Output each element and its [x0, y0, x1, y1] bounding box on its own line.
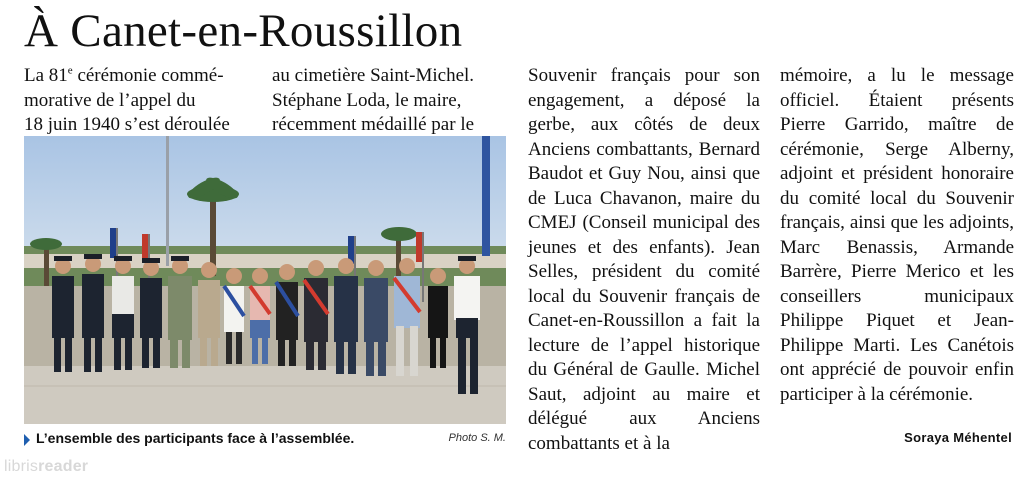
col2-line-2: Stéphane Loda, le maire, — [272, 89, 462, 111]
ceremony-photo — [24, 136, 506, 424]
watermark-part-2: reader — [38, 458, 89, 475]
col4-text: mémoire, a lu le message officiel. Étaient présents Pierre Garrido, maître de cérémonie, Serge Alberny, adjoint et président honoraire du comité local du Souvenir français, ainsi que les adjoints, Marc Benassis, Armande Barrère, Pierre Merico et les conseillers municipaux Philippe Piquet et Jean-Philippe Marti. Les Canétois ont apprécié de pouvoir enfin participer à la cérémonie. — [780, 65, 1014, 405]
caption-marker-icon — [24, 434, 30, 446]
col1-line-1-post: cérémonie commé- — [72, 65, 224, 86]
article-column-3 — [528, 64, 760, 456]
col1-line-2: morative de l’appel du — [24, 89, 196, 111]
article-column-2 — [272, 64, 506, 138]
col1-line-3: 18 juin 1940 s’est déroulée — [24, 114, 230, 135]
photo-caption — [24, 430, 506, 450]
col1-line-1 — [24, 64, 254, 89]
watermark-part-1: libris — [4, 458, 39, 475]
photo-caption-text: L’ensemble des participants face à l’assemblée. — [36, 430, 355, 446]
col2-line-3: récemment médaillé par le — [272, 114, 475, 135]
libris-reader-watermark — [4, 458, 88, 476]
article-column-1 — [24, 64, 254, 138]
photo-credit: Photo S. M. — [448, 432, 506, 444]
article-author: Soraya Méhentel — [904, 430, 1012, 445]
article-column-4 — [780, 64, 1014, 407]
col1-line-1-pre: La 81 — [24, 65, 68, 86]
article-headline: À Canet-en-Roussillon — [24, 5, 463, 57]
ceremony-photo-illustration — [24, 136, 506, 424]
col3-text: Souvenir français pour son engagement, a déposé la gerbe, aux côtés de deux Anciens combattants, Bernard Baudot et Guy Nou, ainsi que de Luca Chavanon, maire du CMEJ (Conseil municipal des jeunes et des enfants). Jean Selles, président du comité local du Souvenir français de Canet-en-Roussillon a fait la lecture de l’appel historique du Général de Gaulle. Michel Saut, adjoint au maire et délégué aux Anciens combattants et à la — [528, 65, 760, 454]
col2-line-1: au cimetière Saint-Michel. — [272, 65, 475, 86]
ordinal-superscript: e — [67, 64, 73, 77]
